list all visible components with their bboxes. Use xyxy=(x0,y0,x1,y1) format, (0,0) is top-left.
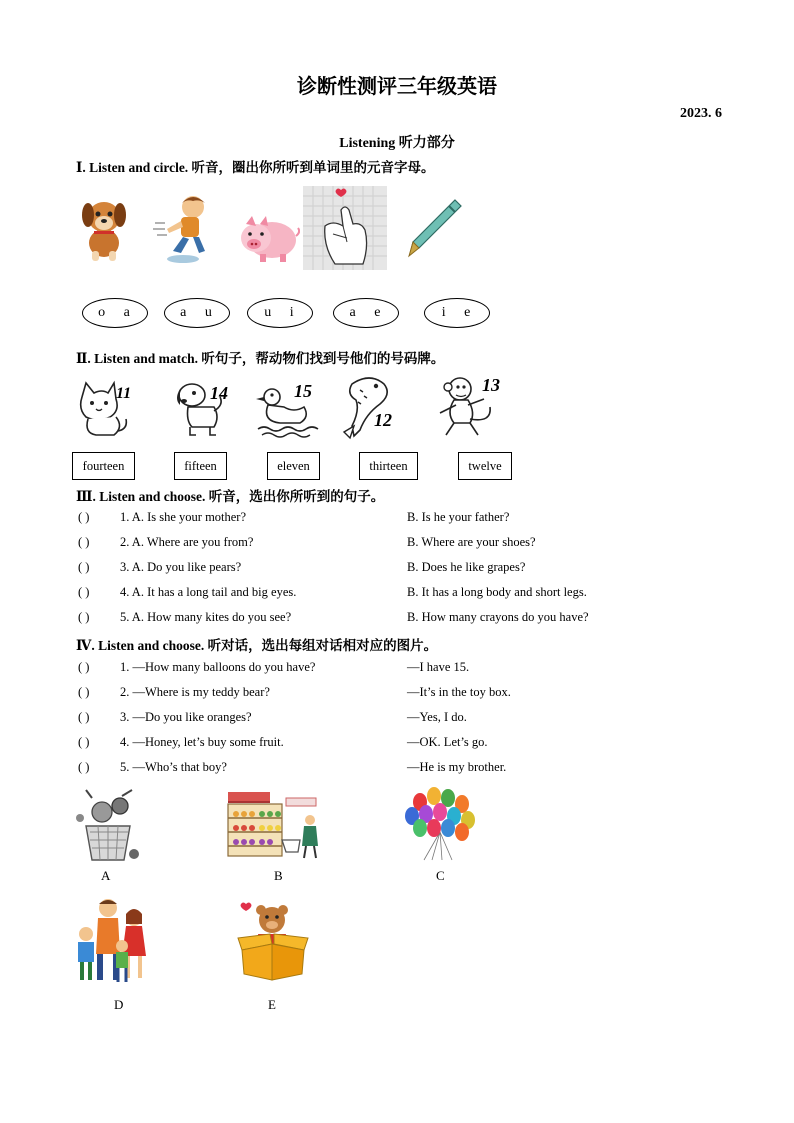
choice-row xyxy=(78,560,526,575)
dog-number: 14 xyxy=(210,383,228,403)
section-4-heading: Ⅳ. Listen and choose. 听对话，选出每组对话相对应的图片。 xyxy=(76,638,438,653)
dialogue-question: 1. —How many balloons do you have? xyxy=(120,660,316,674)
option-a: 1. A. Is she your mother? xyxy=(120,510,247,524)
section-3-heading: Ⅲ. Listen and choose. 听音，选出你所听到的句子。 xyxy=(76,489,385,504)
picture-label-a: A xyxy=(101,868,111,883)
fish-icon xyxy=(340,370,402,440)
listening-subtitle: Listening 听力部分 xyxy=(339,136,455,151)
dialogue-row xyxy=(78,735,488,750)
number-card-twelve[interactable]: twelve xyxy=(458,452,512,480)
dialogue-answer: —Yes, I do. xyxy=(407,710,467,724)
choice-row xyxy=(78,535,536,550)
picture-label-b: B xyxy=(274,868,283,883)
duck-number: 15 xyxy=(294,381,312,401)
answer-blank[interactable]: ( ) xyxy=(78,735,90,749)
pen-icon xyxy=(403,196,465,260)
option-a: 4. A. It has a long tail and big eyes. xyxy=(120,585,297,599)
teddy-bear-box-icon xyxy=(234,898,312,982)
answer-blank[interactable]: ( ) xyxy=(78,660,90,674)
vowel-option-1[interactable]: o a xyxy=(82,298,148,328)
answer-blank[interactable]: ( ) xyxy=(78,760,90,774)
cat-icon xyxy=(74,377,136,439)
fruit-shop-icon xyxy=(224,788,322,860)
fish-number: 12 xyxy=(374,410,392,430)
option-a: 2. A. Where are you from? xyxy=(120,535,254,549)
choice-row xyxy=(78,510,510,525)
finger-heart-icon xyxy=(303,186,387,270)
toy-basket-icon xyxy=(72,788,144,862)
number-card-fifteen[interactable]: fifteen xyxy=(174,452,227,480)
choice-row xyxy=(78,585,587,600)
answer-blank[interactable]: ( ) xyxy=(78,710,90,724)
pig-icon xyxy=(238,212,300,264)
dialogue-answer: —He is my brother. xyxy=(407,760,507,774)
test-date: 2023. 6 xyxy=(680,106,722,121)
page-title: 诊断性测评三年级英语 xyxy=(297,76,497,98)
monkey-number: 13 xyxy=(482,375,500,395)
dialogue-answer: —It’s in the toy box. xyxy=(407,685,511,699)
dialogue-row xyxy=(78,685,511,700)
answer-blank[interactable]: ( ) xyxy=(78,610,90,624)
option-b: B. Where are your shoes? xyxy=(407,535,536,549)
cat-number: 11 xyxy=(116,385,132,402)
dialogue-question: 2. —Where is my teddy bear? xyxy=(120,685,270,699)
dialogue-question: 5. —Who’s that boy? xyxy=(120,760,227,774)
option-b: B. Does he like grapes? xyxy=(407,560,526,574)
section-1-heading: Ⅰ. Listen and circle. 听音，圈出你所听到单词里的元音字母。 xyxy=(76,160,435,175)
vowel-option-2[interactable]: a u xyxy=(164,298,230,328)
vowel-option-3[interactable]: u i xyxy=(247,298,313,328)
running-boy-icon xyxy=(153,193,217,265)
number-card-thirteen[interactable]: thirteen xyxy=(359,452,418,480)
monkey-icon xyxy=(436,373,508,439)
picture-label-d: D xyxy=(114,997,124,1012)
dialogue-question: 4. —Honey, let’s buy some fruit. xyxy=(120,735,284,749)
dog-icon xyxy=(78,195,130,263)
duck-icon xyxy=(254,377,320,439)
dialogue-row xyxy=(78,710,467,725)
answer-blank[interactable]: ( ) xyxy=(78,685,90,699)
number-card-eleven[interactable]: eleven xyxy=(267,452,320,480)
balloons-icon xyxy=(402,786,478,862)
answer-blank[interactable]: ( ) xyxy=(78,510,90,524)
vowel-option-4[interactable]: a e xyxy=(333,298,399,328)
dialogue-answer: —I have 15. xyxy=(407,660,470,674)
family-icon xyxy=(74,896,156,984)
dialogue-question: 3. —Do you like oranges? xyxy=(120,710,252,724)
dialogue-row xyxy=(78,660,470,675)
choice-row xyxy=(78,610,589,625)
answer-blank[interactable]: ( ) xyxy=(78,535,90,549)
dog-outline-icon xyxy=(170,377,236,439)
option-a: 3. A. Do you like pears? xyxy=(120,560,242,574)
option-b: B. How many crayons do you have? xyxy=(407,610,589,624)
dialogue-row xyxy=(78,760,507,775)
picture-label-c: C xyxy=(436,868,445,883)
section-2-heading: Ⅱ. Listen and match. 听句子，帮动物们找到号他们的号码牌。 xyxy=(76,351,445,366)
dialogue-answer: —OK. Let’s go. xyxy=(407,735,488,749)
vowel-option-5[interactable]: i e xyxy=(424,298,490,328)
answer-blank[interactable]: ( ) xyxy=(78,560,90,574)
option-b: B. It has a long body and short legs. xyxy=(407,585,587,599)
option-b: B. Is he your father? xyxy=(407,510,510,524)
option-a: 5. A. How many kites do you see? xyxy=(120,610,292,624)
picture-label-e: E xyxy=(268,997,276,1012)
answer-blank[interactable]: ( ) xyxy=(78,585,90,599)
number-card-fourteen[interactable]: fourteen xyxy=(72,452,135,480)
